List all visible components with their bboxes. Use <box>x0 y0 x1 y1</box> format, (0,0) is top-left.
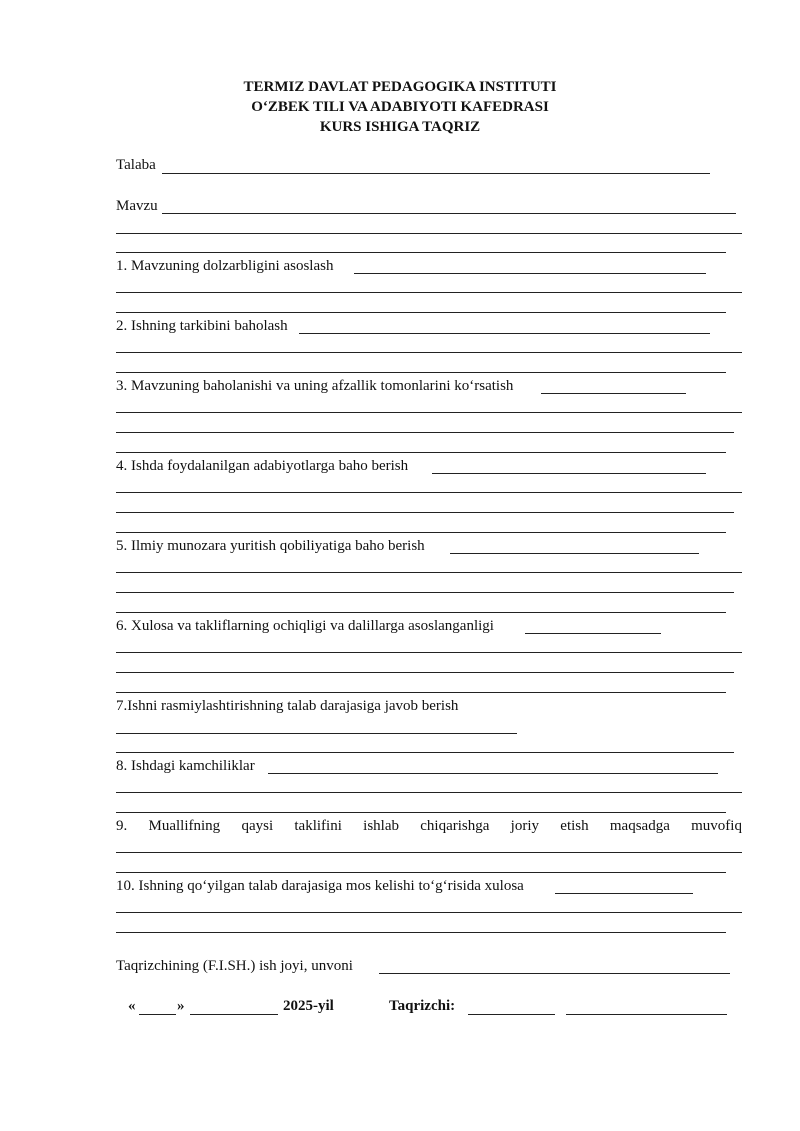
question-5-field-line[interactable] <box>116 612 726 613</box>
year-label: 2025-yil <box>283 998 334 1014</box>
question-9-label <box>116 818 742 835</box>
topic-label: Mavzu <box>116 198 158 214</box>
institute-title: TERMIZ DAVLAT PEDAGOGIKA INSTITUTI <box>243 79 557 95</box>
question-1-field-line[interactable] <box>116 312 726 313</box>
student-field[interactable] <box>162 173 710 174</box>
document-title: KURS ISHIGA TAQRIZ <box>319 119 481 135</box>
q9-word: ishlab <box>363 818 399 834</box>
question-10-label: 10. Ishning qo‘yilgan talab darajasiga mos kelishi to‘g‘risida xulosa <box>116 878 524 894</box>
question-10-field-line[interactable] <box>116 932 726 933</box>
question-8-field-line[interactable] <box>116 792 742 793</box>
department-title: O‘ZBEK TILI VA ADABIYOTI KAFEDRASI <box>251 99 549 115</box>
question-8-field-line[interactable] <box>116 812 726 813</box>
student-label: Talaba <box>116 157 156 173</box>
question-9-field-line[interactable] <box>116 852 742 853</box>
question-3-label: 3. Mavzuning baholanishi va uning afzallik tomonlarini ko‘rsatish <box>116 378 514 394</box>
question-4-field-line[interactable] <box>116 512 734 513</box>
date-open-quote: « <box>128 998 136 1014</box>
q9-word: taklifini <box>294 818 342 834</box>
question-6-label: 6. Xulosa va takliflarning ochiqligi va dalillarga asoslanganligi <box>116 618 494 634</box>
question-1-field[interactable] <box>354 273 706 274</box>
q9-word: maqsadga <box>609 818 670 834</box>
question-6-field-line[interactable] <box>116 692 726 693</box>
question-8-field[interactable] <box>268 773 718 774</box>
q9-word: 9. <box>116 818 128 834</box>
topic-field[interactable] <box>162 213 736 214</box>
question-10-field-line[interactable] <box>116 912 742 913</box>
question-3-field-line[interactable] <box>116 432 734 433</box>
question-3-field-line[interactable] <box>116 412 742 413</box>
question-8-label: 8. Ishdagi kamchiliklar <box>116 758 255 774</box>
question-4-field-line[interactable] <box>116 532 726 533</box>
question-6-field-line[interactable] <box>116 672 734 673</box>
question-7-field-line[interactable] <box>116 752 734 753</box>
signature-field[interactable] <box>468 1014 555 1015</box>
q9-word: muvofiq <box>691 818 742 834</box>
reviewer-name-field[interactable] <box>566 1014 727 1015</box>
question-9-field-line[interactable] <box>116 872 726 873</box>
question-2-field-line[interactable] <box>116 352 742 353</box>
question-7-field[interactable] <box>116 733 517 734</box>
question-3-field[interactable] <box>541 393 686 394</box>
topic-field-line[interactable] <box>116 233 742 234</box>
question-5-field-line[interactable] <box>116 592 734 593</box>
reviewer-signature-label: Taqrizchi: <box>389 998 456 1014</box>
question-5-label: 5. Ilmiy munozara yuritish qobiliyatiga baho berish <box>116 538 425 554</box>
date-close-quote: » <box>177 998 185 1014</box>
question-4-field[interactable] <box>432 473 706 474</box>
question-6-field-line[interactable] <box>116 652 742 653</box>
topic-field-line[interactable] <box>116 252 726 253</box>
q9-word: Muallifning <box>148 818 221 834</box>
q9-word: joriy <box>510 818 540 834</box>
question-4-label: 4. Ishda foydalanilgan adabiyotlarga baho berish <box>116 458 409 474</box>
question-2-label: 2. Ishning tarkibini baholash <box>116 318 288 334</box>
date-day-field[interactable] <box>139 1014 176 1015</box>
q9-word: etish <box>560 818 589 834</box>
question-5-field[interactable] <box>450 553 699 554</box>
question-1-field-line[interactable] <box>116 292 742 293</box>
question-7-label: 7.Ishni rasmiylashtirishning talab darajasiga javob berish <box>116 698 459 714</box>
q9-word: qaysi <box>241 818 274 834</box>
date-month-field[interactable] <box>190 1014 278 1015</box>
question-10-field[interactable] <box>555 893 693 894</box>
question-3-field-line[interactable] <box>116 452 726 453</box>
question-6-field[interactable] <box>525 633 661 634</box>
question-2-field-line[interactable] <box>116 372 726 373</box>
question-2-field[interactable] <box>299 333 710 334</box>
question-1-label: 1. Mavzuning dolzarbligini asoslash <box>116 258 334 274</box>
reviewer-label: Taqrizchining (F.I.SH.) ish joyi, unvoni <box>116 958 353 974</box>
q9-word: chiqarishga <box>420 818 490 834</box>
question-5-field-line[interactable] <box>116 572 742 573</box>
question-4-field-line[interactable] <box>116 492 742 493</box>
reviewer-field[interactable] <box>379 973 730 974</box>
